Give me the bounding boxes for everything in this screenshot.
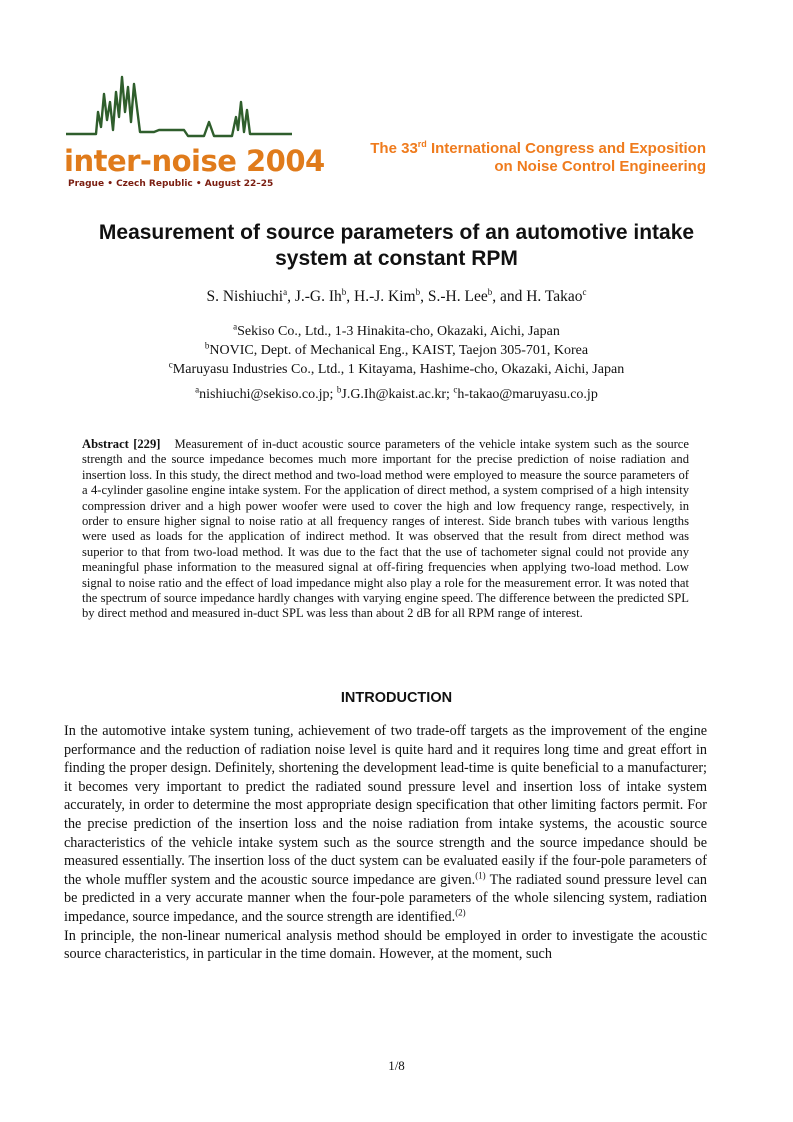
- author-sep: ,: [346, 288, 355, 305]
- congress-title: [370, 140, 706, 176]
- logo-subtitle: Prague • Czech Republic • August 22–25: [68, 179, 274, 189]
- affiliation-sup: c: [168, 359, 173, 370]
- congress-line-1: [370, 140, 706, 158]
- congress-prefix: The 33: [370, 140, 418, 157]
- title-line-2: system at constant RPM: [275, 247, 518, 270]
- abstract-text: Measurement of in-duct acoustic source parameters of the vehicle intake system such as the source strength and the source impedance becomes much more important for the precise prediction of noise radiation and insertion loss. In this study, the direct method and two-load method were employed to measure the source parameters of a 4-cylinder gasoline engine intake system. For the application of direct method, a system comprised of a high intensity compression driver and a high power woofer were used to cover the high and low frequency range, respectively, in order to ensure higher signal to noise ratio at all frequency ranges of interest. Side branch tubes with various lengths were used as loads for the application of indirect method. It was observed that the result from direct method was superior to that from two-load method. It was due to the fact that the use of tachometer signal could not provide any meaningful phase information to the measured signal at off-firing frequencies when applying two-load method. Low signal to noise ratio and the effect of load impedance might also play a role for the measurement error. It was noted that the spectrum of source impedance hardly changes with varying engine speed. The difference between the predicted SPL by direct method and measured in-duct SPL was less than about 2 dB for all RPM range of interest.: [82, 437, 689, 621]
- abstract-label: Abstract [229]: [82, 437, 161, 451]
- author-sep: ,: [420, 288, 428, 305]
- author: S. Nishiuchi: [206, 288, 284, 305]
- email-sep: ;: [446, 387, 454, 402]
- sound-wave-graphic: [64, 72, 296, 152]
- author-sup: b: [415, 286, 421, 297]
- author: H.-J. Kim: [354, 288, 416, 305]
- author: J.-G. Ih: [294, 288, 342, 305]
- author-list: [60, 288, 733, 306]
- email-sup: b: [336, 384, 342, 395]
- author-sup: c: [582, 286, 587, 297]
- congress-ordinal: rd: [417, 139, 427, 149]
- author: H. Takao: [526, 288, 583, 305]
- paper-title: [60, 220, 733, 272]
- affiliation-text: Maruyasu Industries Co., Ltd., 1 Kitayama, Hashime-cho, Okazaki, Aichi, Japan: [172, 362, 625, 377]
- reference-marker: (2): [455, 907, 466, 918]
- abstract: [82, 437, 689, 622]
- body-paragraph: [64, 722, 707, 927]
- author-sup: b: [341, 286, 347, 297]
- affiliations: [60, 322, 733, 379]
- affiliation: [60, 341, 733, 360]
- email-sup: c: [453, 384, 458, 395]
- title-line-1: Measurement of source parameters of an automotive intake: [98, 221, 695, 244]
- page-number: 1/8: [388, 1058, 405, 1073]
- affiliation-text: Sekiso Co., Ltd., 1-3 Hinakita-cho, Okazaki, Aichi, Japan: [237, 324, 560, 339]
- reference-marker: (1): [475, 870, 486, 881]
- email-link[interactable]: J.G.Ih@kaist.ac.kr: [341, 387, 447, 402]
- conference-logo: [64, 72, 325, 192]
- affiliation-sup: b: [204, 340, 210, 351]
- body-paragraph: In principle, the non-linear numerical analysis method should be employed in order to investigate the acoustic source characteristics, in particular in the time domain. However, at the moment, such: [64, 927, 707, 963]
- affiliation: [60, 360, 733, 379]
- author-sup: b: [487, 286, 493, 297]
- introduction-body: [64, 722, 707, 964]
- email-sep: ;: [329, 387, 337, 402]
- email-list: [60, 384, 733, 403]
- email-link[interactable]: h-takao@maruyasu.co.jp: [457, 387, 598, 402]
- author-sep: , and: [492, 288, 527, 305]
- paragraph-text: The radiated sound pressure level can be predicted in a very accurate manner when the four-pole parameters of the whole silencing system, radiation impedance, source impedance, and the source strength are identified.: [64, 871, 707, 925]
- affiliation-sup: a: [233, 321, 238, 332]
- author-sep: ,: [287, 288, 295, 305]
- congress-suffix: International Congress and Exposition: [426, 140, 706, 157]
- logo-brand-text: inter-noise 2004: [64, 144, 325, 178]
- author: S.-H. Lee: [427, 288, 488, 305]
- author-sup: a: [283, 286, 288, 297]
- email-sup: a: [195, 384, 200, 395]
- email-link[interactable]: nishiuchi@sekiso.co.jp: [199, 387, 330, 402]
- affiliation: [60, 322, 733, 341]
- section-heading-introduction: INTRODUCTION: [340, 690, 453, 706]
- affiliation-text: NOVIC, Dept. of Mechanical Eng., KAIST, Taejon 305-701, Korea: [209, 343, 589, 358]
- congress-line-2: on Noise Control Engineering: [494, 158, 706, 175]
- paragraph-text: In the automotive intake system tuning, achievement of two trade-off targets as the improvement of the engine performance and the reduction of radiation noise level is quite hard and it requires long time and great effort in finding the proper design. Definitely, shortening the development lead-time is quite beneficial to a manufacturer; it becomes very important to predict the radiated sound pressure level and insertion loss of intake system accurately, in order to determine the most appropriate design specification that other limiting factors permit. For the precise prediction of the insertion loss and the noise radiation from intake systems, the acoustic source characteristics of the vehicle intake system such as the source strength and the source impedance should be measured essentially. The insertion loss of the duct system can be evaluated easily if the four-pole parameters of the whole muffler system and the acoustic source impedance are given.: [64, 723, 707, 888]
